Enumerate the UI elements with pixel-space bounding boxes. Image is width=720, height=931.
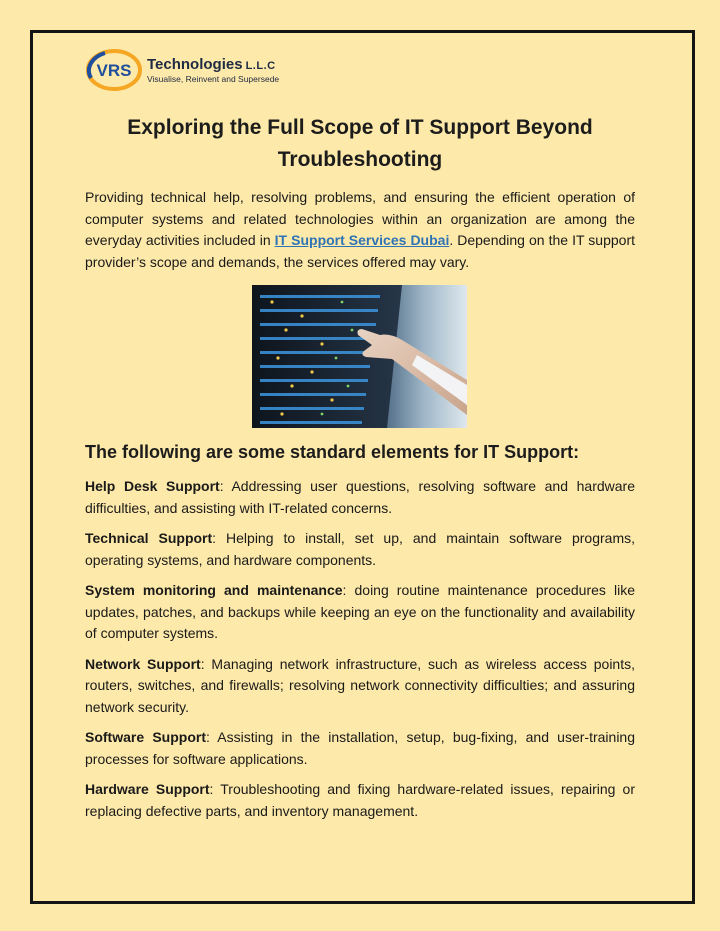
company-name: Technologies L.L.C [147,55,276,73]
it-support-link[interactable]: IT Support Services Dubai [274,232,450,248]
article-title: Exploring the Full Scope of IT Support Beyond Troubleshooting [127,116,593,171]
company-suffix: L.L.C [245,59,276,72]
intro-paragraph: Providing technical help, resolving problems, and ensuring the efficient operation of computer systems and related technologies within an organization are among the everyday activities included in IT Support Services Dubai. Depending on the IT support provider’s scope and demands, the services offered may vary. [85,189,635,270]
list-item: Help Desk Support: Addressing user questions, resolving software and hardware difficulties, and assisting with IT-related concerns. [85,478,635,516]
support-elements-list [85,476,635,831]
company-tagline: Visualise, Reinvent and Supersede [147,73,280,84]
list-item: System monitoring and maintenance: doing routine maintenance procedures like updates, patches, and backups while keeping an eye on the functionality and availability of computer systems. [85,582,635,641]
svg-text:VRS: VRS [96,61,132,80]
vrs-logo-mark [85,48,143,92]
server-rack-photo [252,285,467,428]
list-item: Network Support: Managing network infrastructure, such as wireless access points, routers, switches, and firewalls; resolving network connectivity difficulties; and assuring network security. [85,655,635,715]
list-item: Hardware Support: Troubleshooting and fixing hardware-related issues, repairing or replacing defective parts, and inventory management. [85,781,635,819]
section-heading: The following are some standard elements for IT Support: [85,442,580,462]
list-item: Software Support: Assisting in the installation, setup, bug-fixing, and user-training processes for software applications. [85,729,635,767]
list-item: Technical Support: Helping to install, set up, and maintain software programs, operating systems, and hardware components. [85,530,635,568]
company-logo [85,48,279,92]
